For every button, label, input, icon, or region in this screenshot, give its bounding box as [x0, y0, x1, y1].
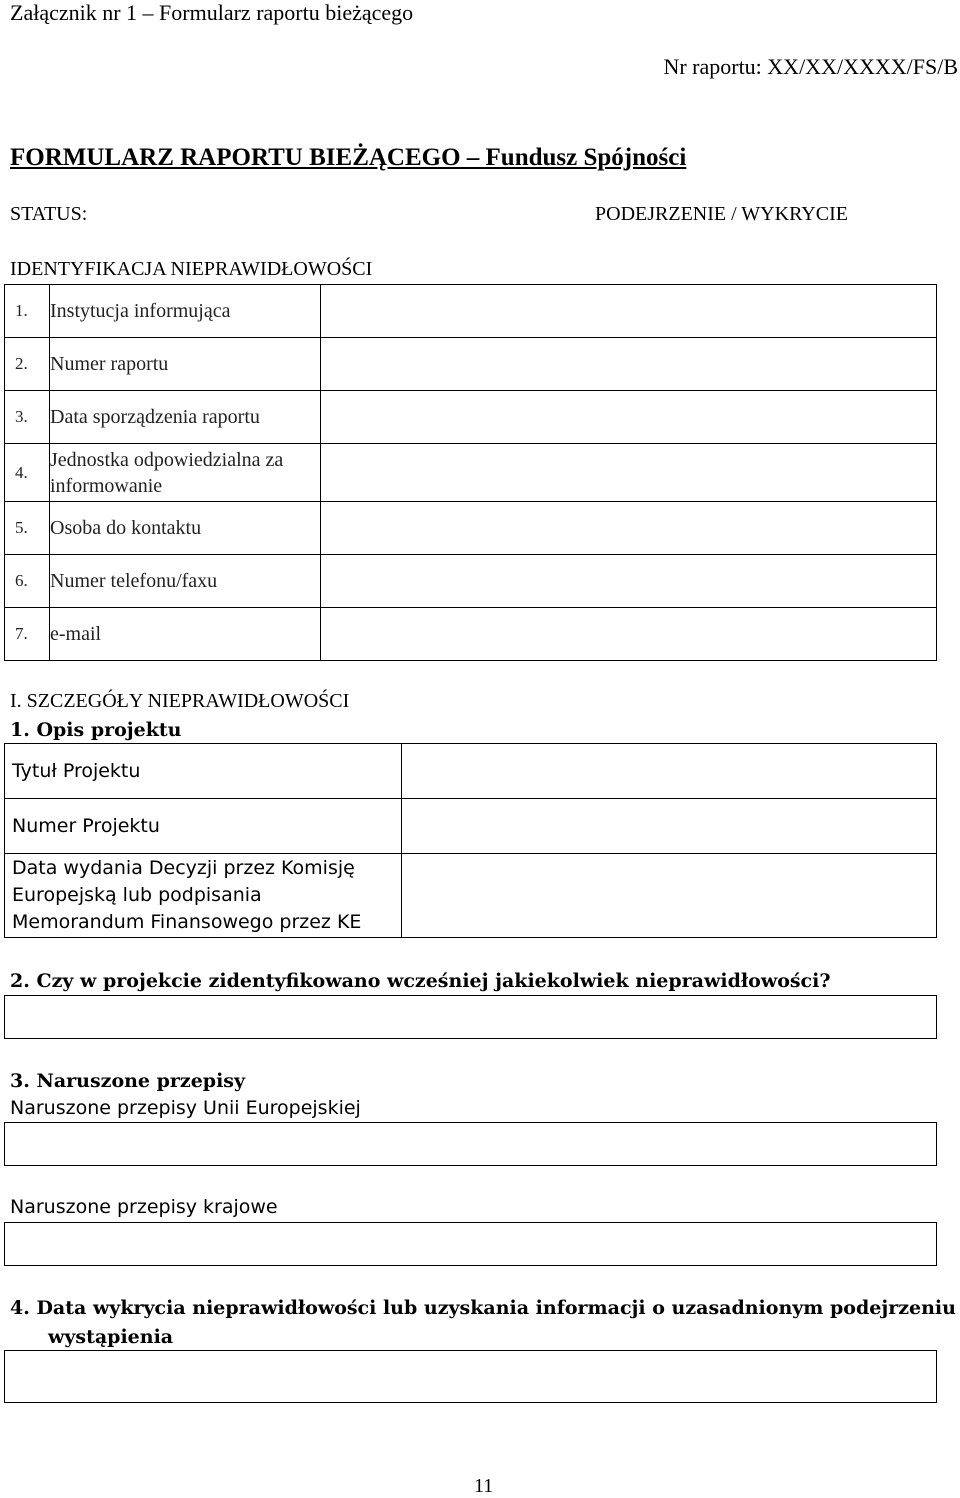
- row-label: Instytucja informująca: [50, 285, 321, 338]
- question-2-field[interactable]: [4, 995, 937, 1039]
- row-label: Osoba do kontaktu: [50, 502, 321, 555]
- page-number: 11: [474, 1475, 494, 1497]
- question-3-heading: 3. Naruszone przepisy: [10, 1070, 246, 1092]
- table-row: [5, 555, 937, 608]
- status-label: STATUS:: [10, 203, 88, 225]
- form-title: FORMULARZ RAPORTU BIEŻĄCEGO – Fundusz Spójności: [10, 144, 687, 171]
- eu-regulations-field[interactable]: [4, 1122, 937, 1166]
- row-label: Tytuł Projektu: [5, 744, 402, 799]
- row-label: Numer Projektu: [5, 799, 402, 854]
- question-4-label: 4. Data wykrycia nieprawidłowości lub uzyskania informacji o uzasadnionym podejrzeniu: [10, 1297, 956, 1319]
- eu-regulations-label: Naruszone przepisy Unii Europejskiej: [10, 1097, 361, 1119]
- row-value-field[interactable]: [321, 608, 937, 661]
- row-label: Data wydania Decyzji przez Komisję Europejską lub podpisania Memorandum Finansowego przez KE: [5, 854, 402, 938]
- row-number: 5.: [5, 502, 50, 555]
- identification-heading: IDENTYFIKACJA NIEPRAWIDŁOWOŚCI: [10, 258, 373, 280]
- row-number: 4.: [5, 444, 50, 502]
- attachment-label: Załącznik nr 1 – Formularz raportu bieżącego: [10, 0, 414, 25]
- national-regulations-field[interactable]: [4, 1222, 937, 1266]
- project-heading: 1. Opis projektu: [10, 719, 182, 741]
- row-label: Jednostka odpowiedzialna za informowanie: [50, 444, 321, 502]
- table-row: [5, 285, 937, 338]
- row-label: Data sporządzenia raportu: [50, 391, 321, 444]
- table-row: [5, 444, 937, 502]
- row-number: 7.: [5, 608, 50, 661]
- row-value-field[interactable]: [402, 854, 937, 938]
- identification-table: [4, 284, 937, 661]
- table-row: [5, 608, 937, 661]
- table-row: [5, 338, 937, 391]
- details-heading: I. SZCZEGÓŁY NIEPRAWIDŁOWOŚCI: [10, 690, 350, 712]
- project-table: [4, 743, 937, 938]
- status-value: PODEJRZENIE / WYKRYCIE: [595, 203, 848, 225]
- row-value-field[interactable]: [402, 744, 937, 799]
- row-number: 2.: [5, 338, 50, 391]
- table-row: [5, 854, 937, 938]
- row-value-field[interactable]: [321, 285, 937, 338]
- question-4-label-continued: wystąpienia: [48, 1326, 174, 1348]
- table-row: [5, 391, 937, 444]
- report-number: Nr raportu: XX/XX/XXXX/FS/B: [663, 54, 958, 79]
- row-value-field[interactable]: [321, 391, 937, 444]
- row-number: 1.: [5, 285, 50, 338]
- row-value-field[interactable]: [321, 502, 937, 555]
- question-2-label: 2. Czy w projekcie zidentyfikowano wcześniej jakiekolwiek nieprawidłowości?: [10, 970, 831, 992]
- row-label: Numer raportu: [50, 338, 321, 391]
- row-number: 6.: [5, 555, 50, 608]
- table-row: [5, 744, 937, 799]
- row-value-field[interactable]: [321, 338, 937, 391]
- national-regulations-label: Naruszone przepisy krajowe: [10, 1196, 278, 1218]
- row-value-field[interactable]: [321, 444, 937, 502]
- table-row: [5, 799, 937, 854]
- row-value-field[interactable]: [321, 555, 937, 608]
- question-4-field[interactable]: [4, 1350, 937, 1403]
- row-label: Numer telefonu/faxu: [50, 555, 321, 608]
- row-label: e-mail: [50, 608, 321, 661]
- table-row: [5, 502, 937, 555]
- row-number: 3.: [5, 391, 50, 444]
- row-value-field[interactable]: [402, 799, 937, 854]
